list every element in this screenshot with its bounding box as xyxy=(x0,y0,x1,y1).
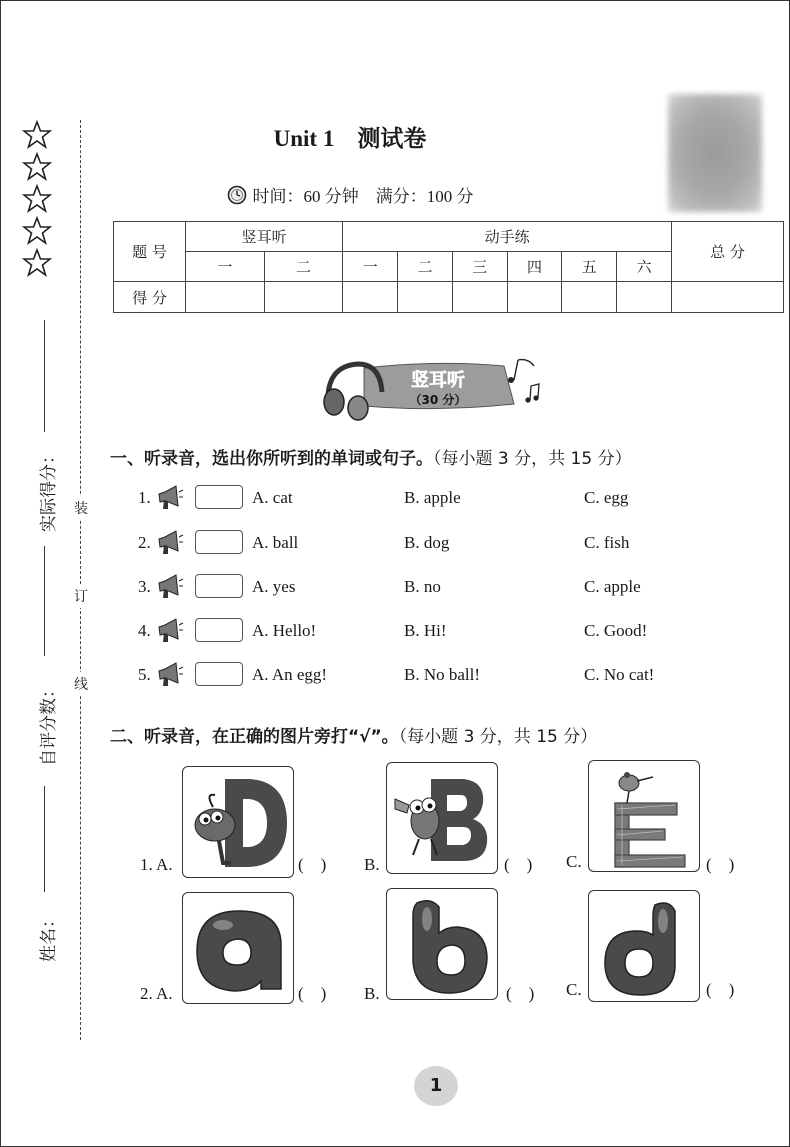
self-score-label: 自评分数： xyxy=(39,681,59,766)
question-number-header: 题 号 xyxy=(114,222,186,282)
name-label: 姓名： xyxy=(39,911,59,962)
speaker-icon xyxy=(156,529,184,555)
score-cell[interactable] xyxy=(452,282,507,313)
row2-label-a: 2. A. xyxy=(140,984,173,1003)
item-number: 4. xyxy=(138,621,151,640)
list-item xyxy=(138,661,778,689)
col-practice-3: 三 xyxy=(452,252,507,282)
option-a[interactable]: A. Hello! xyxy=(252,621,317,640)
picture-letter-b-lower[interactable] xyxy=(386,888,498,1000)
star-icon xyxy=(22,248,52,278)
option-a[interactable]: A. cat xyxy=(252,488,293,507)
section1-heading-text: 一、听录音，选出你所听到的单词或句子。 xyxy=(110,449,433,469)
score-table xyxy=(113,221,784,313)
section1-heading xyxy=(110,444,632,469)
star-icon xyxy=(22,152,52,182)
option-b[interactable]: B. apple xyxy=(404,488,461,507)
banner-points: （30 分） xyxy=(409,393,467,407)
picture-letter-b[interactable] xyxy=(386,762,498,874)
exam-time-info xyxy=(0,182,790,207)
list-item xyxy=(138,617,778,645)
listening-banner xyxy=(318,352,548,422)
letter-d-image xyxy=(183,767,294,878)
answer-paren[interactable]: ( ) xyxy=(504,855,533,874)
list-item xyxy=(138,573,778,601)
row1-label-b: B. xyxy=(364,855,380,874)
speaker-icon xyxy=(156,484,184,510)
score-cell-total[interactable] xyxy=(672,282,784,313)
letter-b-lower-image xyxy=(387,889,498,1000)
answer-box[interactable] xyxy=(195,574,243,598)
option-a[interactable]: A. An egg! xyxy=(252,665,328,684)
answer-paren[interactable]: ( ) xyxy=(706,855,735,874)
col-practice-6: 六 xyxy=(617,252,672,282)
page-number: 1 xyxy=(414,1066,458,1106)
option-b[interactable]: B. No ball! xyxy=(404,665,481,684)
self-score-line[interactable] xyxy=(44,546,45,656)
answer-box[interactable] xyxy=(195,485,243,509)
item-number: 5. xyxy=(138,665,151,684)
binding-line xyxy=(80,120,81,1040)
time-label: 时间：60 分钟 满分：100 分 xyxy=(252,187,474,206)
group-practice-header: 动手练 xyxy=(343,222,672,252)
actual-score-line[interactable] xyxy=(44,320,45,432)
total-header: 总 分 xyxy=(672,222,784,282)
group-listen-header: 竖耳听 xyxy=(186,222,343,252)
list-item xyxy=(138,529,778,557)
col-practice-2: 二 xyxy=(398,252,453,282)
option-b[interactable]: B. dog xyxy=(404,533,450,552)
letter-d-lower-image xyxy=(589,891,700,1002)
option-c[interactable]: C. No cat! xyxy=(584,665,655,684)
answer-box[interactable] xyxy=(195,662,243,686)
score-cell[interactable] xyxy=(398,282,453,313)
option-c[interactable]: C. egg xyxy=(584,488,629,507)
score-cell[interactable] xyxy=(617,282,672,313)
section2-note: （每小题 3 分，共 15 分） xyxy=(398,727,598,747)
option-b[interactable]: B. no xyxy=(404,577,441,596)
option-a[interactable]: A. yes xyxy=(252,577,296,596)
option-c[interactable]: C. apple xyxy=(584,577,641,596)
actual-score-label: 实际得分： xyxy=(39,447,59,532)
col-practice-1: 一 xyxy=(343,252,398,282)
col-practice-5: 五 xyxy=(562,252,617,282)
name-line[interactable] xyxy=(44,786,45,892)
binding-char-xian: 线 xyxy=(72,672,90,696)
item-number: 3. xyxy=(138,577,151,596)
speaker-icon xyxy=(156,573,184,599)
clock-icon xyxy=(227,185,247,205)
section1-note: （每小题 3 分，共 15 分） xyxy=(433,449,632,469)
answer-paren[interactable]: ( ) xyxy=(506,984,535,1003)
item-number: 1. xyxy=(138,488,151,507)
list-item xyxy=(138,484,778,512)
row2-label-c: C. xyxy=(566,980,582,999)
answer-box[interactable] xyxy=(195,530,243,554)
speaker-icon xyxy=(156,617,184,643)
speaker-icon xyxy=(156,661,184,687)
banner-title: 竖耳听 xyxy=(411,370,465,391)
row1-label-a: 1. A. xyxy=(140,855,173,874)
letter-b-image xyxy=(387,763,498,874)
option-a[interactable]: A. ball xyxy=(252,533,299,552)
answer-paren[interactable]: ( ) xyxy=(298,984,327,1003)
picture-letter-d-lower[interactable] xyxy=(588,890,700,1002)
col-listen-2: 二 xyxy=(264,252,343,282)
score-row-label: 得 分 xyxy=(114,282,186,313)
score-cell[interactable] xyxy=(186,282,265,313)
answer-paren[interactable]: ( ) xyxy=(298,855,327,874)
letter-a-image xyxy=(183,893,294,1004)
letter-e-image xyxy=(589,761,700,872)
score-cell[interactable] xyxy=(562,282,617,313)
binding-char-zhuang: 装 xyxy=(72,496,90,520)
score-cell[interactable] xyxy=(264,282,343,313)
score-cell[interactable] xyxy=(343,282,398,313)
item-number: 2. xyxy=(138,533,151,552)
picture-letter-d[interactable] xyxy=(182,766,294,878)
col-listen-1: 一 xyxy=(186,252,265,282)
row1-label-c: C. xyxy=(566,852,582,871)
col-practice-4: 四 xyxy=(507,252,562,282)
section2-heading xyxy=(110,722,597,747)
star-icon xyxy=(22,216,52,246)
answer-paren[interactable]: ( ) xyxy=(706,980,735,999)
music-note-icon xyxy=(508,360,539,403)
page-title: Unit 1 测试卷 xyxy=(273,126,427,151)
score-cell[interactable] xyxy=(507,282,562,313)
option-c[interactable]: C. Good! xyxy=(584,621,648,640)
picture-letter-e[interactable] xyxy=(588,760,700,872)
option-c[interactable]: C. fish xyxy=(584,533,630,552)
picture-letter-a[interactable] xyxy=(182,892,294,1004)
row2-label-b: B. xyxy=(364,984,380,1003)
answer-box[interactable] xyxy=(195,618,243,642)
option-b[interactable]: B. Hi! xyxy=(404,621,447,640)
binding-char-ding: 订 xyxy=(72,584,90,608)
section2-heading-text: 二、听录音，在正确的图片旁打“√”。 xyxy=(110,727,399,747)
